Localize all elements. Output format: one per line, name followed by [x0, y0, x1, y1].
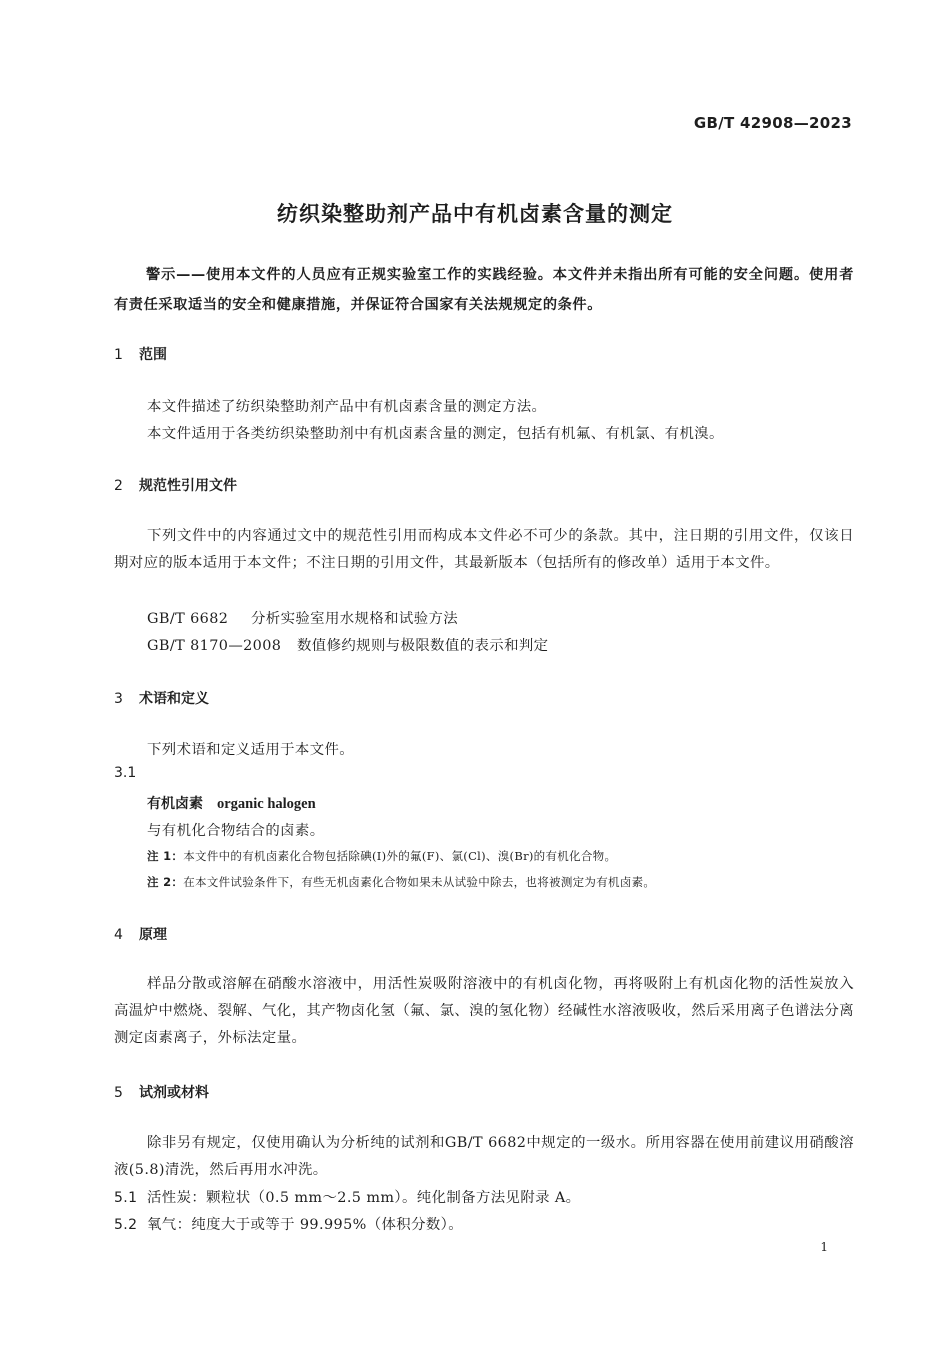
section-2-heading [114, 475, 237, 495]
note-label: 注 2： [147, 875, 184, 889]
references-intro: 下列文件中的内容通过文中的规范性引用而构成本文件必不可少的条款。其中，注日期的引用文件，仅该日期对应的版本适用于本文件；不注日期的引用文件，其最新版本（包括所有的修改单）适用于本文件。 [114, 528, 854, 571]
item-number: 5.2 [114, 1217, 138, 1233]
section-number: 1 [114, 347, 123, 363]
document-title: 纺织染整助剂产品中有机卤素含量的测定 [277, 202, 673, 226]
reagent-item [114, 1186, 580, 1207]
note-label: 注 1： [147, 849, 184, 863]
term-note-2 [147, 874, 655, 890]
principle-paragraph: 样品分散或溶解在硝酸水溶液中，用活性炭吸附溶液中的有机卤化物，再将吸附上有机卤化物的活性炭放入高温炉中燃烧、裂解、气化，其产物卤化氢（氟、氯、溴的氢化物）经碱性水溶液吸收，然后采用离子色谱法分离测定卤素离子，外标法定量。 [114, 976, 854, 1046]
section-number: 2 [114, 478, 123, 494]
section-4-heading [114, 924, 167, 944]
item-text: 活性炭：颗粒状（0.5 mm～2.5 mm）。纯化制备方法见附录 A。 [147, 1190, 581, 1206]
term-name [147, 793, 316, 813]
section-1-heading [114, 344, 167, 364]
reference-title: 分析实验室用水规格和试验方法 [251, 611, 459, 627]
section-number: 4 [114, 927, 123, 943]
term-note-1 [147, 848, 616, 864]
item-number: 5.1 [114, 1190, 138, 1206]
scope-paragraph-1: 本文件描述了纺织染整助剂产品中有机卤素含量的测定方法。 [147, 399, 547, 415]
warning-paragraph: 警示——使用本文件的人员应有正规实验室工作的实践经验。本文件并未指出所有可能的安全问题。使用者有责任采取适当的安全和健康措施，并保证符合国家有关法规规定的条件。 [114, 267, 854, 313]
reference-item [147, 607, 458, 628]
section-5-heading [114, 1082, 209, 1102]
term-definition: 与有机化合物结合的卤素。 [147, 823, 325, 839]
reference-title: 数值修约规则与极限数值的表示和判定 [297, 638, 549, 654]
standard-number: GB/T 42908—2023 [693, 114, 852, 132]
section-title: 规范性引用文件 [139, 478, 237, 494]
section-title: 试剂或材料 [139, 1085, 209, 1101]
terms-intro: 下列术语和定义适用于本文件。 [147, 742, 355, 758]
section-number: 5 [114, 1085, 123, 1101]
note-text: 本文件中的有机卤素化合物包括除碘(I)外的氟(F)、氯(Cl)、溴(Br)的有机化合物。 [183, 849, 617, 863]
reference-code: GB/T 8170—2008 [147, 638, 282, 654]
scope-paragraph-2: 本文件适用于各类纺织染整助剂中有机卤素含量的测定，包括有机氟、有机氯、有机溴。 [147, 426, 724, 442]
reagents-paragraph: 除非另有规定，仅使用确认为分析纯的试剂和GB/T 6682中规定的一级水。所用容器在使用前建议用硝酸溶液(5.8)清洗，然后再用水冲洗。 [114, 1135, 854, 1178]
term-name-en: organic halogen [217, 796, 316, 812]
reference-code: GB/T 6682 [147, 611, 229, 627]
section-number: 3 [114, 691, 123, 707]
reference-item [147, 634, 548, 655]
item-text: 氧气：纯度大于或等于 99.995%（体积分数）。 [147, 1217, 464, 1233]
section-title: 术语和定义 [139, 691, 209, 707]
page-number: 1 [820, 1240, 828, 1254]
section-title: 范围 [139, 347, 167, 363]
reagent-item [114, 1213, 463, 1234]
term-name-cn: 有机卤素 [147, 796, 203, 812]
section-title: 原理 [139, 927, 167, 943]
note-text: 在本文件试验条件下，有些无机卤素化合物如果未从试验中除去，也将被测定为有机卤素。 [183, 875, 656, 889]
section-3-heading [114, 688, 209, 708]
term-number: 3.1 [114, 765, 137, 781]
